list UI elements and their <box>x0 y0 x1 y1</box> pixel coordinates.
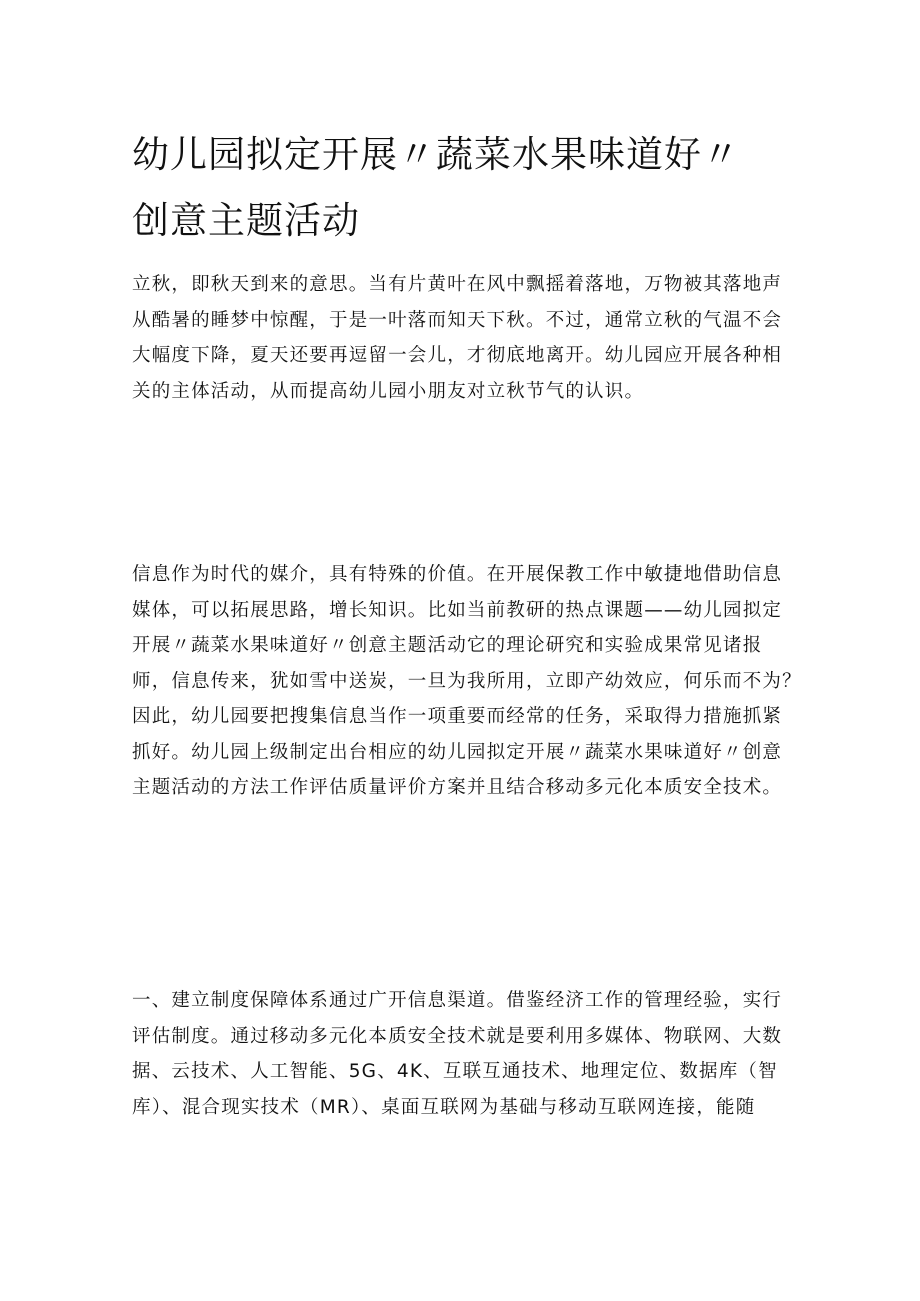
text-line: 师，信息传来，犹如雪中送炭，一旦为我所用，立即产幼效应，何乐而不为？ <box>132 670 802 692</box>
text-line: 据、云技术、人工智能、5G、4K、互联互通技术、地理定位、数据库（智 <box>132 1061 778 1082</box>
paragraph-information <box>132 557 812 806</box>
paragraph-section-one <box>132 983 812 1125</box>
text-line: 大幅度下降，夏天还要再逗留一会儿，才彻底地离开。幼儿园应开展各种相 <box>132 345 783 366</box>
text-line: 关的主体活动，从而提高幼儿园小朋友对立秋节气的认识。 <box>132 380 645 402</box>
text-line: 评估制度。通过移动多元化本质安全技术就是要利用多媒体、物联网、大数 <box>132 1025 783 1047</box>
document-title <box>132 122 812 254</box>
title-line: 幼儿园拟定开展〃蔬菜水果味道好〃 <box>132 133 740 176</box>
text-line: 因此，幼儿园要把搜集信息当作一项重要而经常的任务，采取得力措施抓紧 <box>132 706 783 727</box>
title-line: 创意主题活动 <box>132 199 360 242</box>
text-line: 库）、混合现实技术（MR）、桌面互联网为基础与移动互联网连接，能随 <box>132 1096 756 1118</box>
text-line: 一、建立制度保障体系通过广开信息渠道。借鉴经济工作的管理经验，实行 <box>132 990 783 1011</box>
text-line: 媒体，可以拓展思路，增长知识。比如当前教研的热点课题——幼儿园拟定 <box>132 599 783 621</box>
text-line: 主题活动的方法工作评估质量评价方案并且结合移动多元化本质安全技术。 <box>132 777 783 798</box>
text-line: 开展〃蔬菜水果味道好〃创意主题活动它的理论研究和实验成果常见诸报 <box>132 635 763 656</box>
paragraph-intro <box>132 267 812 409</box>
text-line: 信息作为时代的媒介，具有特殊的价值。在开展保教工作中敏捷地借助信息 <box>132 564 783 585</box>
text-line: 立秋，即秋天到来的意思。当有片黄叶在风中飘摇着落地，万物被其落地声 <box>132 274 783 295</box>
text-line: 从酷暑的睡梦中惊醒，于是一叶落而知天下秋。不过，通常立秋的气温不会 <box>132 309 783 331</box>
text-line: 抓好。幼儿园上级制定出台相应的幼儿园拟定开展〃蔬菜水果味道好〃创意 <box>132 741 783 763</box>
